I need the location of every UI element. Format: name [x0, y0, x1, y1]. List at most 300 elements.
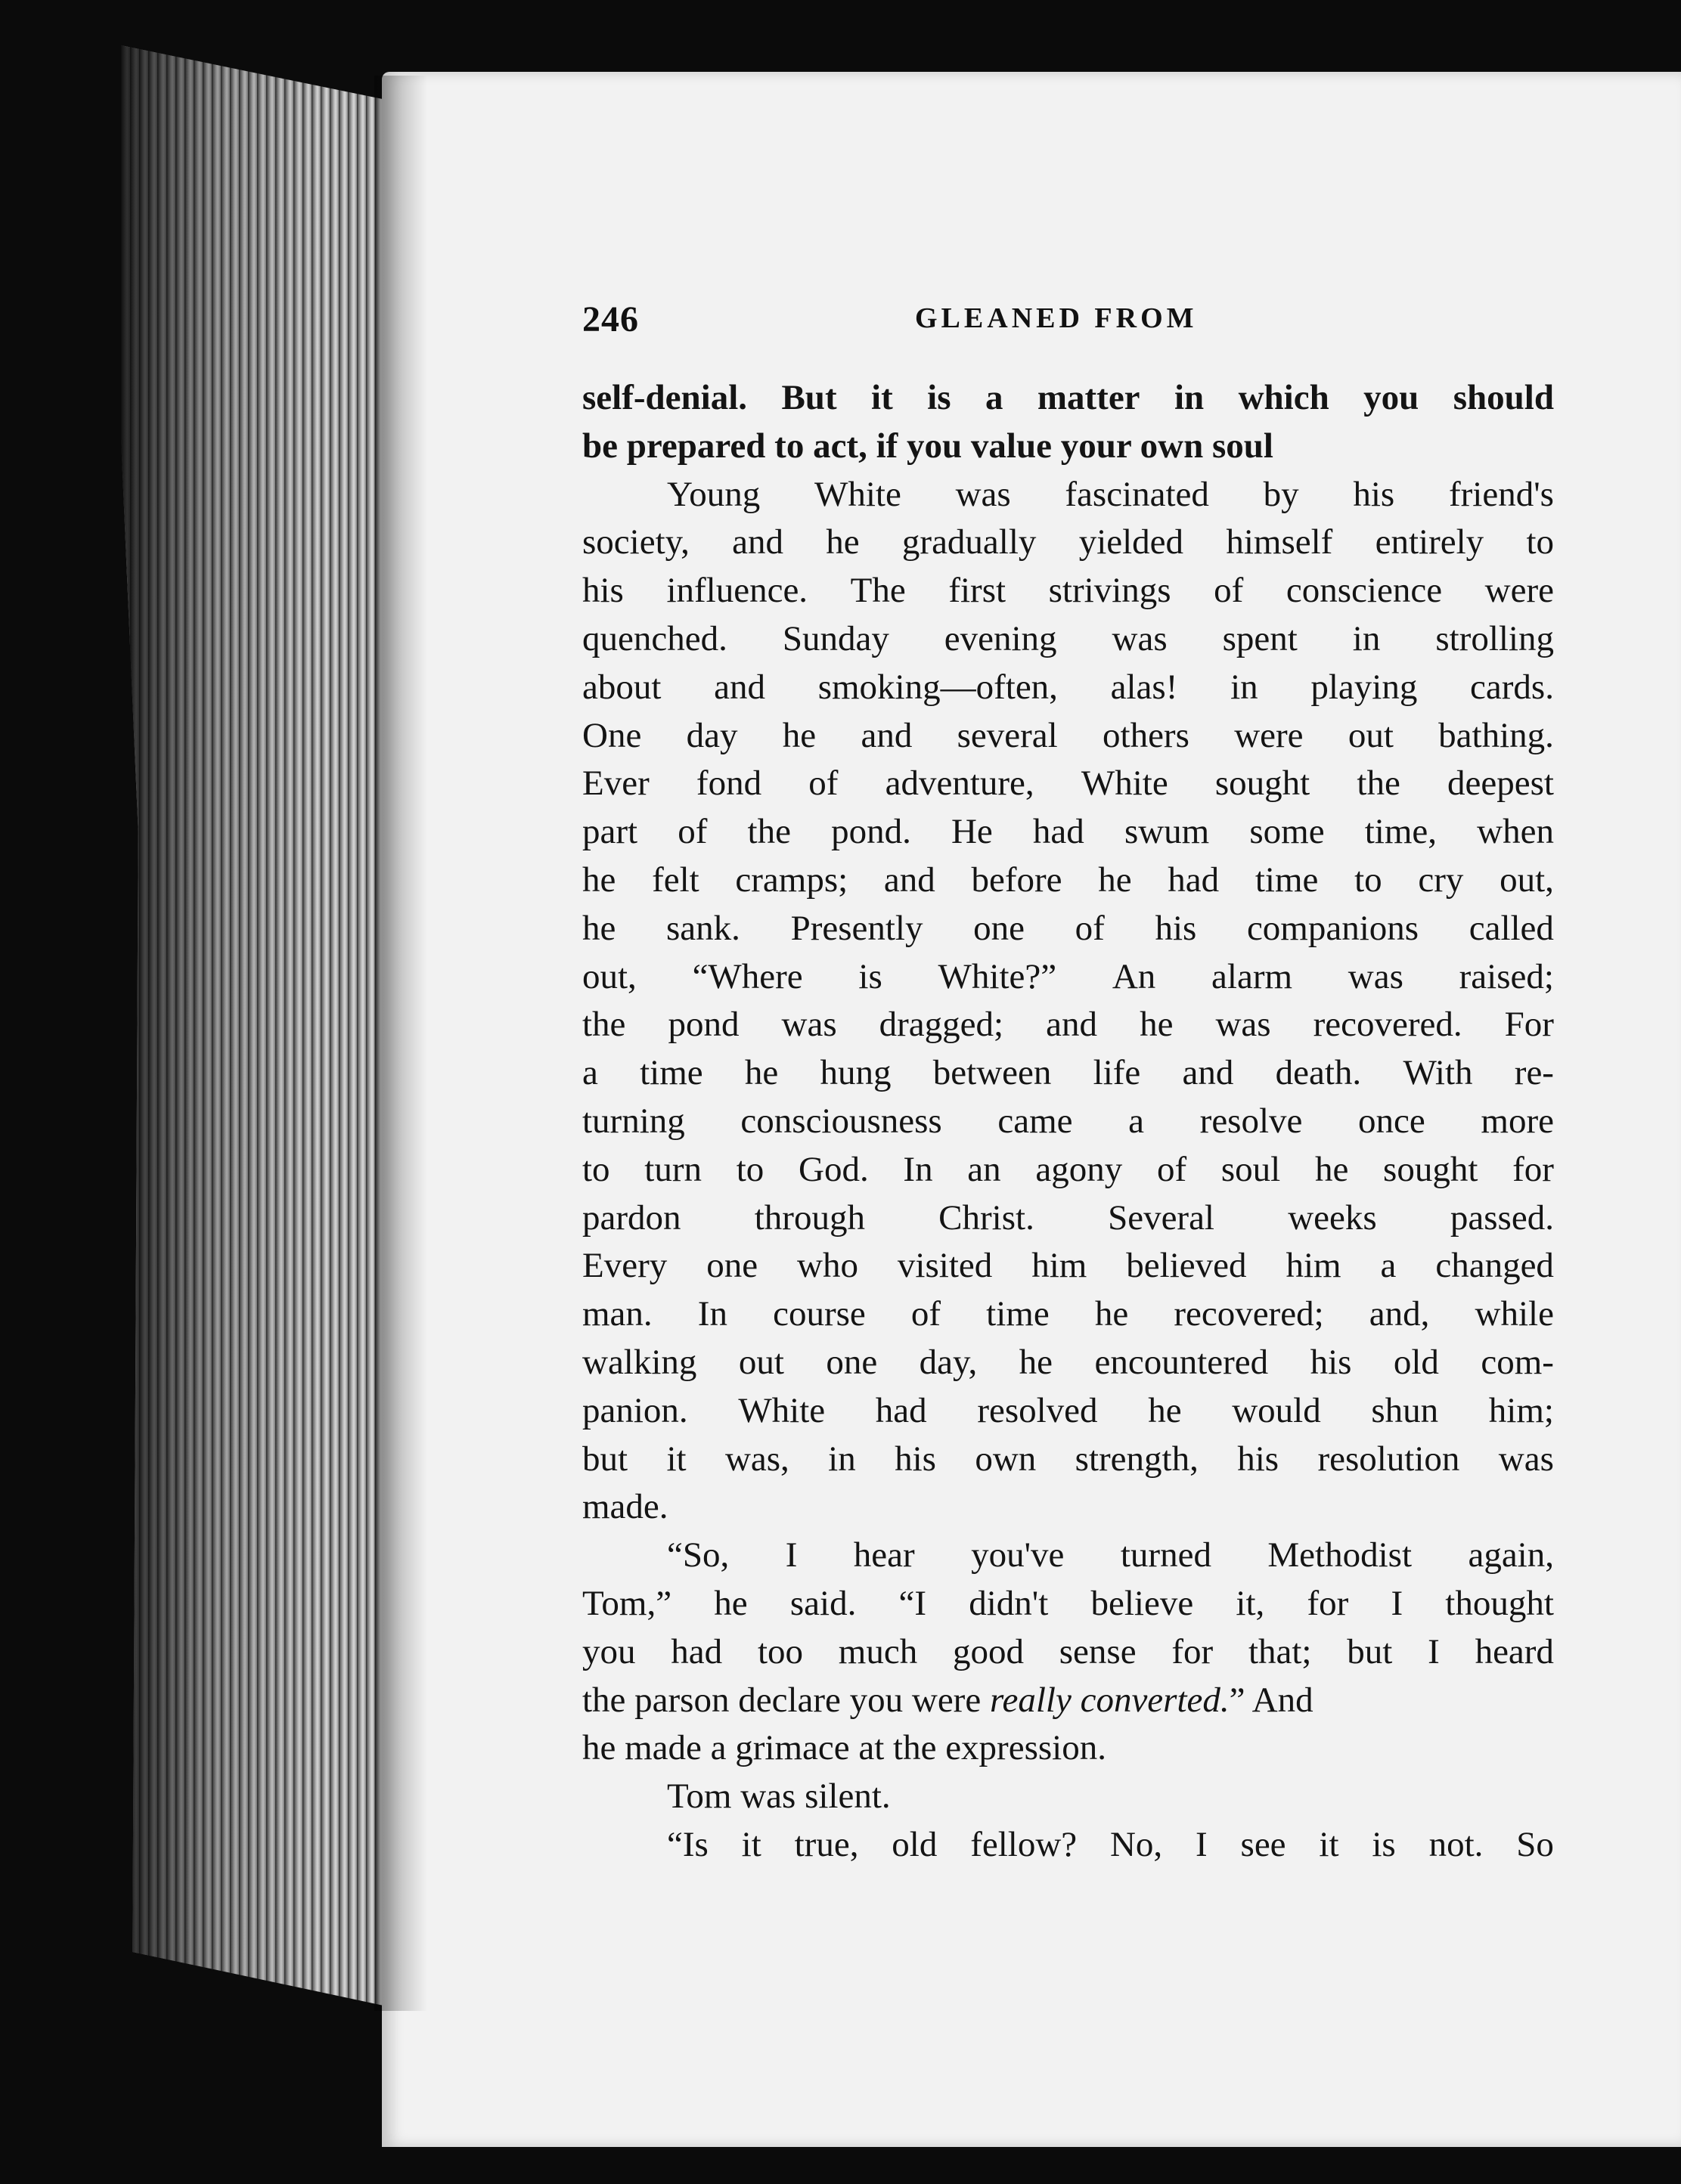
word: he	[1314, 1149, 1349, 1189]
word: while	[1475, 1294, 1554, 1334]
text-line	[582, 1049, 1554, 1098]
word: thought	[1445, 1583, 1554, 1623]
line-text	[582, 1194, 1554, 1243]
word: changed	[1435, 1246, 1554, 1286]
word: not.	[1428, 1824, 1484, 1864]
word: and	[1182, 1053, 1234, 1093]
word: he	[1098, 860, 1132, 900]
word: conscience	[1286, 571, 1443, 611]
word: entirely	[1375, 522, 1484, 562]
word: visited	[897, 1246, 993, 1286]
word: friend's	[1448, 474, 1554, 514]
word: he	[582, 908, 616, 948]
line-text	[582, 1628, 1554, 1677]
word: weeks	[1288, 1197, 1377, 1238]
word: swum	[1124, 812, 1210, 852]
word: hung	[820, 1053, 892, 1093]
word: One	[582, 715, 642, 755]
word: was	[1215, 1005, 1271, 1045]
word: recovered;	[1174, 1294, 1324, 1334]
line-text	[582, 664, 1554, 712]
word: for	[1512, 1149, 1554, 1189]
word: was	[1348, 956, 1403, 996]
word: strolling	[1435, 618, 1554, 658]
word: a	[985, 378, 1003, 417]
text-line	[582, 615, 1554, 664]
text-line	[582, 808, 1554, 857]
page-number: 246	[582, 299, 639, 339]
word: pardon	[582, 1197, 681, 1238]
line-text: be prepared to act, if you value your own soul	[582, 426, 1273, 466]
word: The	[850, 571, 906, 611]
word: yielded	[1078, 522, 1184, 562]
word: he	[582, 860, 616, 900]
word: before	[971, 860, 1062, 900]
word: to	[582, 1149, 610, 1189]
word: were	[1484, 571, 1554, 611]
word: resolution	[1317, 1439, 1460, 1479]
line-text	[582, 1677, 1313, 1725]
word: turning	[582, 1101, 685, 1141]
word: soul	[1220, 1149, 1281, 1189]
word: Young	[667, 474, 761, 514]
word: dragged;	[879, 1005, 1004, 1045]
text-line	[582, 1001, 1554, 1049]
word: through	[754, 1197, 865, 1238]
word: and	[861, 715, 913, 755]
word: and	[732, 522, 783, 562]
word: once	[1358, 1101, 1425, 1141]
word: that;	[1248, 1631, 1312, 1671]
page-edges-shadow	[121, 45, 408, 2011]
word: fond	[696, 764, 762, 804]
word: a	[1128, 1101, 1145, 1141]
running-head: GLEANED FROM	[915, 302, 1198, 334]
word: in	[828, 1439, 856, 1479]
line-text	[582, 905, 1554, 953]
text-line	[582, 1580, 1554, 1628]
word: would	[1232, 1390, 1321, 1430]
word: is	[927, 378, 951, 417]
line-text	[582, 712, 1554, 761]
word: course	[773, 1294, 866, 1334]
word: man.	[582, 1294, 653, 1334]
word: too	[757, 1631, 803, 1671]
word: I	[1428, 1631, 1440, 1671]
word: his	[1155, 908, 1197, 948]
line-text	[667, 1532, 1554, 1580]
word: turned	[1120, 1535, 1211, 1575]
word: resolved	[977, 1390, 1098, 1430]
line-text: Tom was silent.	[667, 1777, 891, 1817]
word: and	[1046, 1005, 1098, 1045]
word: Presently	[790, 908, 923, 948]
word: one	[706, 1246, 758, 1286]
text-line	[582, 374, 1554, 423]
word: re-	[1514, 1053, 1554, 1093]
word: White?”	[938, 956, 1057, 996]
word: I	[785, 1535, 798, 1575]
text-line	[582, 1724, 1554, 1773]
text-line	[582, 712, 1554, 761]
word: he	[1019, 1342, 1053, 1382]
word: evening	[944, 618, 1057, 658]
text-line	[582, 953, 1554, 1002]
word: sank.	[666, 908, 740, 948]
word: to	[1526, 522, 1554, 562]
word: he	[782, 715, 817, 755]
word: a	[582, 1053, 598, 1093]
word: recovered.	[1313, 1005, 1462, 1045]
italic-phrase: really converted.	[989, 1680, 1230, 1720]
text-line	[582, 905, 1554, 953]
word: time	[640, 1053, 703, 1093]
word: first	[948, 571, 1006, 611]
word: in	[1352, 618, 1381, 658]
word: pond.	[831, 812, 911, 852]
word: So	[1516, 1824, 1554, 1864]
word: for	[1307, 1583, 1349, 1623]
word: felt	[652, 860, 699, 900]
word: out,	[1500, 860, 1554, 900]
text-line	[582, 1483, 1554, 1532]
line-text	[582, 1146, 1554, 1194]
word: him	[1286, 1246, 1341, 1286]
word: adventure,	[885, 764, 1034, 804]
word: For	[1504, 1005, 1554, 1045]
word: bathing.	[1438, 715, 1554, 755]
word: for	[1171, 1631, 1214, 1671]
word: his	[1353, 474, 1395, 514]
word: was	[1498, 1439, 1554, 1479]
word: alarm	[1211, 956, 1293, 996]
text-line	[582, 1773, 1554, 1821]
word: White	[814, 474, 901, 514]
word: he	[1094, 1294, 1129, 1334]
word: “Is	[667, 1824, 709, 1864]
word: time	[986, 1294, 1050, 1334]
word: No,	[1109, 1824, 1163, 1864]
word: playing	[1310, 667, 1418, 707]
word: He	[951, 812, 993, 852]
word: Christ.	[938, 1197, 1034, 1238]
word: had	[1032, 812, 1084, 852]
word: called	[1469, 908, 1554, 948]
line-text: made.	[582, 1487, 668, 1527]
word: should	[1453, 378, 1554, 417]
word: came	[997, 1101, 1073, 1141]
text-line	[582, 567, 1554, 615]
word: passed.	[1450, 1197, 1554, 1238]
word: White	[1081, 764, 1168, 804]
word: spent	[1222, 618, 1298, 658]
word: society,	[582, 522, 690, 562]
text-line	[582, 1242, 1554, 1290]
word: believe	[1090, 1583, 1194, 1623]
word: Sunday	[782, 618, 889, 658]
word: which	[1238, 378, 1329, 417]
word: good	[952, 1631, 1024, 1671]
text-line	[582, 1628, 1554, 1677]
word: resolve	[1199, 1101, 1303, 1141]
word: of	[1214, 571, 1244, 611]
word: old	[892, 1824, 938, 1864]
line-text	[582, 374, 1554, 423]
line-text	[582, 1290, 1554, 1339]
text-line	[582, 471, 1554, 519]
word: strivings	[1048, 571, 1171, 611]
word: between	[932, 1053, 1052, 1093]
word: time	[1255, 860, 1319, 900]
word: was	[955, 474, 1011, 514]
word: and	[883, 860, 935, 900]
text-line	[582, 1387, 1554, 1436]
word: by	[1263, 474, 1299, 514]
word: “So,	[667, 1535, 730, 1575]
word: But	[781, 378, 837, 417]
word: panion.	[582, 1390, 688, 1430]
page-header	[582, 299, 1263, 344]
line-text-part: the parson declare you were	[582, 1680, 982, 1720]
word: you	[1363, 378, 1419, 417]
word: again,	[1468, 1535, 1554, 1575]
word: sense	[1059, 1631, 1137, 1671]
word: others	[1103, 715, 1189, 755]
word: were	[1234, 715, 1304, 755]
word: his	[895, 1439, 936, 1479]
word: the	[582, 1005, 626, 1045]
word: strength,	[1075, 1439, 1199, 1479]
word: he	[1140, 1005, 1174, 1045]
line-text	[582, 1580, 1554, 1628]
word: is	[858, 956, 882, 996]
word: the	[1357, 764, 1400, 804]
text-line	[582, 760, 1554, 808]
word: Every	[582, 1246, 668, 1286]
word: out	[738, 1342, 784, 1382]
word: sought	[1214, 764, 1310, 804]
word: him	[1031, 1246, 1087, 1286]
text-line	[582, 857, 1554, 905]
line-text	[667, 471, 1554, 519]
word: com-	[1481, 1342, 1554, 1382]
line-text	[582, 953, 1554, 1002]
word: of	[678, 812, 708, 852]
word: much	[838, 1631, 918, 1671]
word: see	[1240, 1824, 1286, 1864]
word: about	[582, 667, 662, 707]
word: of	[1156, 1149, 1187, 1189]
text-line	[582, 1290, 1554, 1339]
word: several	[957, 715, 1058, 755]
word: believed	[1126, 1246, 1247, 1286]
line-text	[582, 857, 1554, 905]
word: companions	[1246, 908, 1419, 948]
word: an	[967, 1149, 1001, 1189]
word: cards.	[1470, 667, 1554, 707]
word: had	[875, 1390, 927, 1430]
word: a	[1380, 1246, 1397, 1286]
word: it	[741, 1824, 761, 1864]
line-text	[582, 1387, 1554, 1436]
text-line	[582, 1339, 1554, 1387]
line-text	[582, 1049, 1554, 1098]
line-text	[582, 519, 1554, 567]
word: some	[1249, 812, 1325, 852]
word: White	[738, 1390, 826, 1430]
text-line	[582, 1098, 1554, 1146]
word: more	[1481, 1101, 1554, 1141]
text-line	[582, 1821, 1554, 1870]
word: shun	[1371, 1390, 1439, 1430]
word: in	[1174, 378, 1205, 417]
word: hear	[853, 1535, 915, 1575]
word: he	[826, 522, 860, 562]
word: Several	[1108, 1197, 1214, 1238]
word: his	[1310, 1342, 1352, 1382]
word: in	[1230, 667, 1258, 707]
word: of	[910, 1294, 941, 1334]
word: out,	[582, 956, 637, 996]
word: life	[1093, 1053, 1141, 1093]
word: “I	[898, 1583, 927, 1623]
word: when	[1477, 812, 1554, 852]
word: walking	[582, 1342, 697, 1382]
line-text	[582, 1436, 1554, 1484]
word: consciousness	[740, 1101, 942, 1141]
word: he	[744, 1053, 779, 1093]
line-text	[582, 760, 1554, 808]
word: Ever	[582, 764, 650, 804]
word: his	[582, 571, 624, 611]
word: matter	[1037, 378, 1140, 417]
word: him;	[1488, 1390, 1554, 1430]
word: pond	[668, 1005, 740, 1045]
word: it	[666, 1439, 687, 1479]
text-line	[582, 1532, 1554, 1580]
text-line	[582, 1146, 1554, 1194]
word: own	[975, 1439, 1037, 1479]
word: I	[1196, 1824, 1208, 1864]
word: Tom,”	[582, 1583, 672, 1623]
word: In	[903, 1149, 933, 1189]
word: out	[1348, 715, 1394, 755]
word: death.	[1275, 1053, 1362, 1093]
word: was	[1112, 618, 1168, 658]
text-line	[582, 1194, 1554, 1243]
closing-quote: ” And	[1229, 1680, 1313, 1720]
word: but	[582, 1439, 628, 1479]
word: heard	[1475, 1631, 1554, 1671]
word: you	[582, 1631, 636, 1671]
word: fascinated	[1065, 474, 1209, 514]
word: was	[781, 1005, 837, 1045]
word: I	[1391, 1583, 1403, 1623]
word: quenched.	[582, 618, 727, 658]
word: day,	[919, 1342, 978, 1382]
word: In	[697, 1294, 727, 1334]
word: encountered	[1094, 1342, 1269, 1382]
word: God.	[799, 1149, 869, 1189]
word: it,	[1236, 1583, 1265, 1623]
word: of	[808, 764, 839, 804]
line-text	[582, 567, 1554, 615]
line-text	[582, 1339, 1554, 1387]
word: and	[714, 667, 765, 707]
line-text	[582, 615, 1554, 664]
word: With	[1403, 1053, 1473, 1093]
word: it	[1319, 1824, 1339, 1864]
word: cry	[1418, 860, 1464, 900]
word: true,	[794, 1824, 859, 1864]
text-line	[582, 423, 1554, 471]
line-text	[667, 1821, 1554, 1870]
word: he	[714, 1583, 748, 1623]
word: “Where	[692, 956, 803, 996]
line-text: he made a grimace at the expression.	[582, 1728, 1106, 1768]
word: part	[582, 812, 638, 852]
word: who	[797, 1246, 858, 1286]
word: sought	[1383, 1149, 1478, 1189]
body-text	[582, 374, 1554, 1870]
word: himself	[1226, 522, 1333, 562]
word: and,	[1369, 1294, 1430, 1334]
word: old	[1393, 1342, 1439, 1382]
word: agony	[1035, 1149, 1123, 1189]
word: had	[1168, 860, 1220, 900]
line-text	[582, 1242, 1554, 1290]
word: Methodist	[1267, 1535, 1413, 1575]
spine-shadow	[374, 76, 427, 2011]
word: alas!	[1110, 667, 1178, 707]
word: turn	[644, 1149, 702, 1189]
text-line	[582, 519, 1554, 567]
text-line	[582, 1677, 1554, 1725]
word: had	[671, 1631, 723, 1671]
word: said.	[789, 1583, 857, 1623]
word: didn't	[969, 1583, 1049, 1623]
word: An	[1112, 956, 1156, 996]
word: time,	[1364, 812, 1438, 852]
word: you've	[971, 1535, 1065, 1575]
word: to	[1354, 860, 1382, 900]
word: it	[871, 378, 893, 417]
word: gradually	[901, 522, 1037, 562]
text-line	[582, 1436, 1554, 1484]
word: day	[686, 715, 738, 755]
word: smoking—often,	[817, 667, 1058, 707]
word: he	[1148, 1390, 1182, 1430]
word: but	[1347, 1631, 1393, 1671]
word: was,	[724, 1439, 789, 1479]
word: fellow?	[970, 1824, 1078, 1864]
text-line	[582, 664, 1554, 712]
word: raised;	[1459, 956, 1554, 996]
word: influence.	[666, 571, 808, 611]
word: deepest	[1447, 764, 1554, 804]
word: cramps;	[735, 860, 848, 900]
line-text	[582, 1098, 1554, 1146]
line-text	[582, 1001, 1554, 1049]
word: one	[973, 908, 1025, 948]
word: the	[747, 812, 791, 852]
line-text	[582, 808, 1554, 857]
word: is	[1372, 1824, 1396, 1864]
word: to	[736, 1149, 765, 1189]
word: self-denial.	[582, 378, 748, 417]
word: one	[826, 1342, 878, 1382]
word: of	[1075, 908, 1105, 948]
